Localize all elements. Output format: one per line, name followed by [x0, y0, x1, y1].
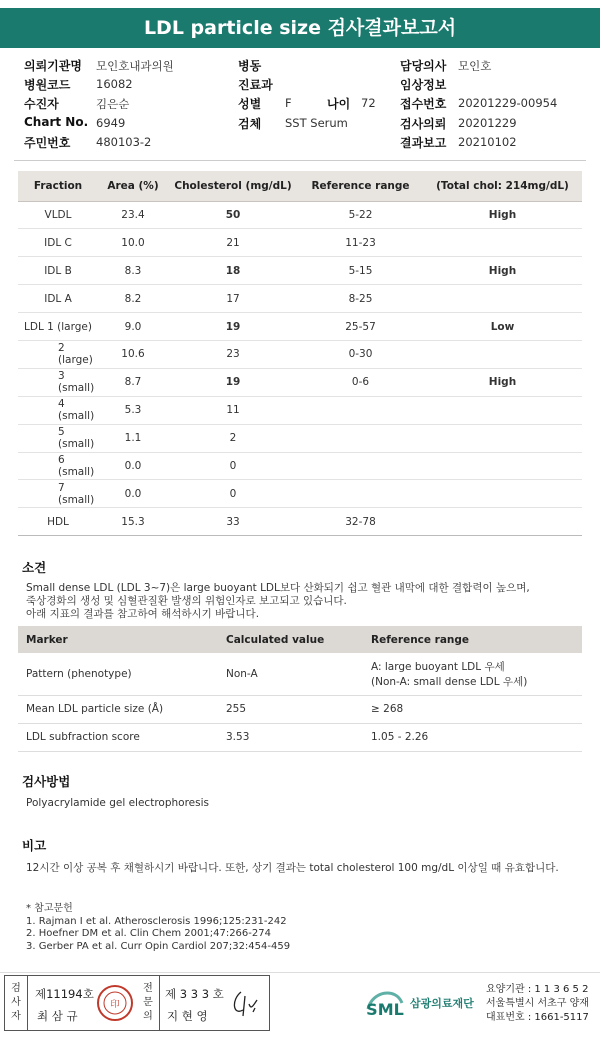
marker-value: Non-A: [218, 653, 363, 695]
marker-table-header: [18, 626, 582, 653]
fraction-flag: [423, 424, 582, 452]
fraction-reference: 5-15: [298, 257, 423, 285]
department-label: 진료과: [238, 78, 273, 92]
sex-value: F: [285, 96, 292, 110]
fraction-area: 0.0: [98, 480, 168, 508]
fraction-reference: 0-6: [298, 368, 423, 396]
fraction-name: 4 (small): [18, 396, 98, 424]
reference-item: 2. Hoefner DM et al. Clin Chem 2001;47:266-274: [26, 928, 271, 939]
findings-line: 죽상경화의 생성 및 심혈관질환 발생의 위험인자로 보고되고 있습니다.: [26, 595, 347, 607]
fraction-area: 10.0: [98, 229, 168, 257]
marker-ref-line: (Non-A: small dense LDL 우세): [371, 675, 528, 688]
org-info-line: 대표번호 : 1661-5117: [486, 1012, 589, 1023]
marker-name: LDL subfraction score: [18, 723, 218, 751]
fraction-table-header: [18, 171, 582, 201]
hospital-name-label: 의뢰기관명: [24, 59, 82, 73]
remarks-title: 비고: [22, 838, 47, 853]
fraction-name: VLDL: [18, 201, 98, 229]
marker-row: [18, 695, 582, 723]
fraction-row: [18, 368, 582, 396]
reference-item: 3. Gerber PA et al. Curr Opin Cardiol 207;32:454-459: [26, 940, 291, 952]
sml-logo-icon: [364, 981, 406, 1025]
hospital-name-value: 모인호내과의원: [96, 59, 174, 73]
marker-row: [18, 653, 582, 695]
specimen-value: SST Serum: [285, 116, 348, 130]
fraction-row: [18, 452, 582, 480]
fraction-flag: [423, 396, 582, 424]
findings-line: 아래 지표의 결과를 참고하여 해석하시기 바랍니다.: [26, 608, 260, 620]
marker-value: 3.53: [218, 723, 363, 751]
remarks-text: 12시간 이상 공복 후 채혈하시기 바랍니다. 또한, 상기 결과는 total cholesterol 100 mg/dL 이상일 때 유효합니다.: [26, 862, 559, 874]
header-divider: [14, 160, 586, 161]
references-title: * 참고문헌: [26, 903, 73, 914]
fraction-row: [18, 424, 582, 452]
marker-ref: 1.05 - 2.26: [363, 723, 582, 751]
col-total-chol: (Total chol: 214mg/dL): [423, 171, 582, 201]
specialist-vlabel: 전 문 의: [143, 983, 153, 1022]
fraction-area: 1.1: [98, 424, 168, 452]
findings-text: [26, 582, 530, 621]
report-date-label: 결과보고: [400, 136, 447, 150]
request-date-value: 20201229: [458, 116, 517, 130]
col-marker-reference: Reference range: [363, 626, 582, 653]
findings-title: 소견: [22, 560, 47, 575]
fraction-flag: [423, 340, 582, 368]
fraction-name: 3 (small): [18, 368, 98, 396]
fraction-reference: 8-25: [298, 285, 423, 313]
marker-name: Pattern (phenotype): [18, 653, 218, 695]
fraction-area: 23.4: [98, 201, 168, 229]
fraction-flag: Low: [423, 313, 582, 341]
org-info: [486, 983, 589, 1025]
fraction-row: [18, 201, 582, 229]
receipt-no-label: 접수번호: [400, 97, 447, 111]
technician-name: 최 삼 규: [37, 1009, 78, 1023]
sex-label: 성별: [238, 97, 262, 111]
reference-item: 1. Rajman I et al. Atherosclerosis 1996;125:231-242: [26, 915, 287, 927]
fraction-flag: High: [423, 368, 582, 396]
fraction-cholesterol: 19: [168, 368, 298, 396]
svg-text:印: 印: [110, 1000, 120, 1010]
fraction-name: 5 (small): [18, 424, 98, 452]
resident-no-label: 주민번호: [24, 136, 71, 150]
fraction-area: 8.2: [98, 285, 168, 313]
fraction-flag: [423, 452, 582, 480]
specialist-license: 제 3 3 3 호: [165, 987, 224, 1001]
request-date-label: 검사의뢰: [400, 117, 447, 131]
fraction-row: [18, 340, 582, 368]
fraction-flag: [423, 480, 582, 508]
doctor-label: 담당의사: [400, 59, 447, 73]
col-fraction: Fraction: [18, 171, 98, 201]
fraction-reference: 25-57: [298, 313, 423, 341]
fraction-cholesterol: 18: [168, 257, 298, 285]
fraction-name: LDL 1 (large): [18, 313, 98, 341]
col-cholesterol: Cholesterol (mg/dL): [168, 171, 298, 201]
seal-stamp-icon: [97, 985, 133, 1021]
fraction-name: 6 (small): [18, 452, 98, 480]
technician-vlabel: 검 사 자: [11, 983, 21, 1022]
fraction-name: 2 (large): [18, 340, 98, 368]
col-area: Area (%): [98, 171, 168, 201]
marker-ref: [363, 653, 582, 695]
patient-name-value: 김은순: [96, 97, 130, 111]
fraction-cholesterol: 19: [168, 313, 298, 341]
report-date-value: 20210102: [458, 135, 517, 149]
fraction-row: [18, 257, 582, 285]
fraction-name: HDL: [18, 508, 98, 536]
signature-icon: [227, 986, 263, 1022]
fraction-area: 0.0: [98, 452, 168, 480]
fraction-reference: 11-23: [298, 229, 423, 257]
fraction-cholesterol: 50: [168, 201, 298, 229]
fraction-cholesterol: 23: [168, 340, 298, 368]
fraction-cholesterol: 2: [168, 424, 298, 452]
fraction-reference: 0-30: [298, 340, 423, 368]
marker-ref-line: A: large buoyant LDL 우세: [371, 660, 505, 673]
hospital-code-value: 16082: [96, 77, 133, 91]
fraction-area: 8.3: [98, 257, 168, 285]
method-title: 검사방법: [22, 774, 71, 789]
resident-no-value: 480103-2: [96, 135, 152, 149]
marker-name: Mean LDL particle size (Å): [18, 695, 218, 723]
fraction-name: IDL C: [18, 229, 98, 257]
fraction-flag: [423, 229, 582, 257]
fraction-cholesterol: 17: [168, 285, 298, 313]
org-info-line: 요양기관 : 1 1 3 6 5 2: [486, 984, 589, 995]
fraction-area: 9.0: [98, 313, 168, 341]
chart-no-label: Chart No.: [24, 115, 89, 129]
fraction-cholesterol: 11: [168, 396, 298, 424]
col-marker: Marker: [18, 626, 218, 653]
fraction-row: [18, 229, 582, 257]
fraction-cholesterol: 0: [168, 452, 298, 480]
technician-license: 제11194호: [35, 987, 94, 1001]
fraction-area: 15.3: [98, 508, 168, 536]
fraction-area: 8.7: [98, 368, 168, 396]
org-name: 삼광의료재단: [410, 997, 474, 1010]
fraction-cholesterol: 33: [168, 508, 298, 536]
signature-box: [4, 975, 270, 1031]
fraction-row: [18, 396, 582, 424]
marker-row: [18, 723, 582, 751]
receipt-no-value: 20201229-00954: [458, 96, 558, 110]
fraction-name: IDL A: [18, 285, 98, 313]
fraction-row: [18, 313, 582, 341]
chart-no-value: 6949: [96, 116, 126, 130]
fraction-flag: High: [423, 201, 582, 229]
marker-table: [18, 626, 582, 752]
fraction-flag: [423, 508, 582, 536]
findings-line: Small dense LDL (LDL 3~7)은 large buoyant LDL보다 산화되기 쉽고 혈관 내막에 대한 결합력이 높으며,: [26, 582, 530, 594]
fraction-name: IDL B: [18, 257, 98, 285]
references: [26, 903, 290, 953]
fraction-area: 5.3: [98, 396, 168, 424]
org-info-line: 서울특별시 서초구 양재: [486, 998, 589, 1009]
fraction-table-body: [18, 201, 582, 536]
fraction-row: [18, 508, 582, 536]
doctor-value: 모인호: [458, 59, 492, 73]
fraction-row: [18, 480, 582, 508]
report-title: LDL particle size 검사결과보고서: [0, 8, 600, 48]
fraction-reference: [298, 424, 423, 452]
fraction-row: [18, 285, 582, 313]
fraction-reference: [298, 396, 423, 424]
fraction-flag: [423, 285, 582, 313]
method-text: Polyacrylamide gel electrophoresis: [26, 797, 209, 809]
specialist-name: 지 현 영: [167, 1009, 208, 1023]
fraction-name: 7 (small): [18, 480, 98, 508]
clinical-info-label: 임상정보: [400, 78, 447, 92]
svg-text:SML: SML: [366, 1000, 404, 1019]
patient-header: [0, 54, 600, 154]
col-reference: Reference range: [298, 171, 423, 201]
fraction-reference: 32-78: [298, 508, 423, 536]
fraction-reference: [298, 480, 423, 508]
marker-ref: ≥ 268: [363, 695, 582, 723]
hospital-code-label: 병원코드: [24, 78, 71, 92]
age-label: 나이: [327, 97, 351, 111]
ward-label: 병동: [238, 59, 262, 73]
fraction-cholesterol: 0: [168, 480, 298, 508]
fraction-reference: [298, 452, 423, 480]
fraction-table: [18, 171, 582, 536]
marker-value: 255: [218, 695, 363, 723]
patient-name-label: 수진자: [24, 97, 59, 111]
age-value: 72: [361, 96, 376, 110]
col-calculated: Calculated value: [218, 626, 363, 653]
specimen-label: 검체: [238, 117, 262, 131]
fraction-reference: 5-22: [298, 201, 423, 229]
report-footer: [0, 972, 600, 1032]
fraction-cholesterol: 21: [168, 229, 298, 257]
fraction-flag: High: [423, 257, 582, 285]
fraction-area: 10.6: [98, 340, 168, 368]
